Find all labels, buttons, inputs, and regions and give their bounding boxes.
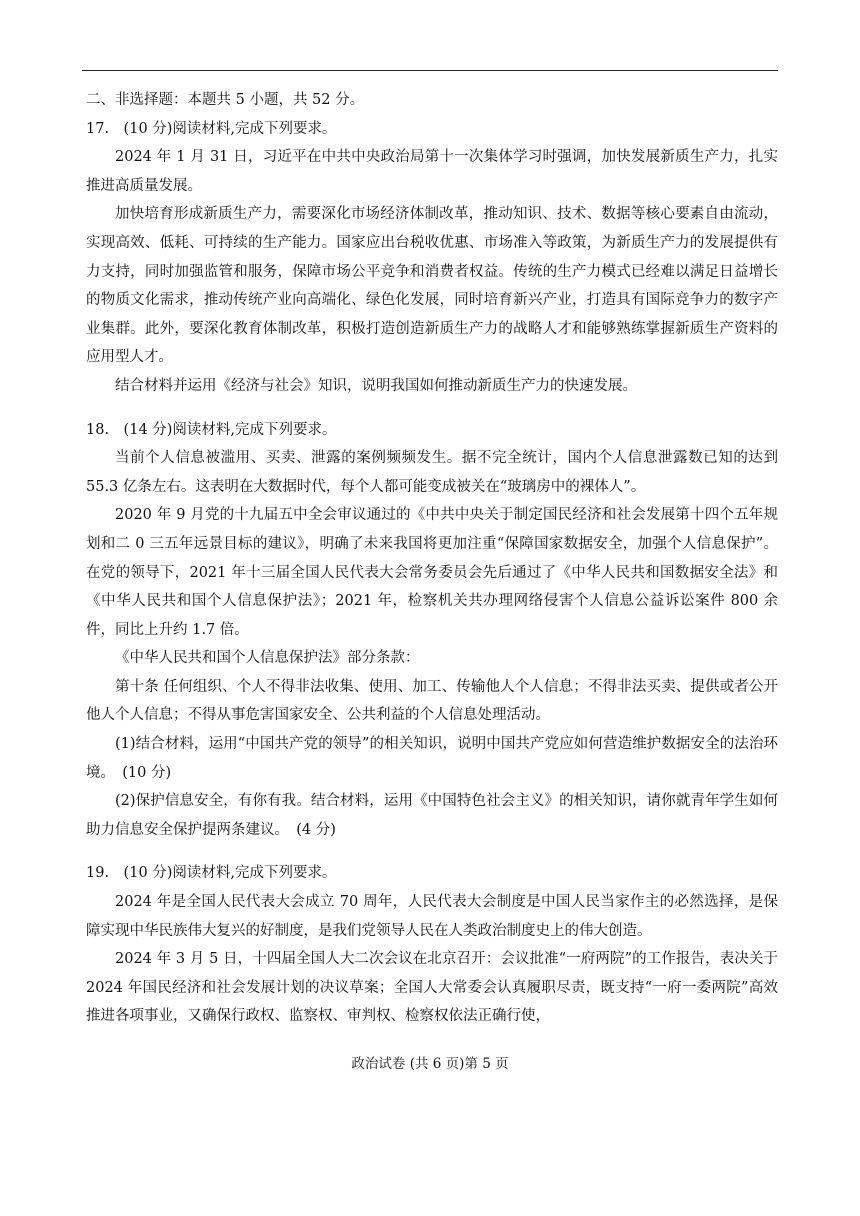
- q18-para-1: 当前个人信息被滥用、买卖、泄露的案例频频发生。据不完全统计，国内个人信息泄露数已知的达到 55.3 亿条左右。这表明在大数据时代，每个人都可能变成被关在“玻璃房中的裸体人”。: [86, 450, 778, 495]
- page-footer: 政治试卷 (共 6 页)第 5 页: [351, 1056, 509, 1072]
- q17-title: 17. (10 分)阅读材料,完成下列要求。: [86, 120, 337, 137]
- q18-subquestion-2: (2)保护信息安全，有你有我。结合材料，运用《中国特色社会主义》的相关知识，请你就青年学生如何助力信息安全保护提两条建议。 (4 分): [86, 793, 778, 838]
- header-rule: [82, 70, 778, 71]
- q18-title: 18. (14 分)阅读材料,完成下列要求。: [86, 421, 337, 438]
- q19-para-1: 2024 年是全国人民代表大会成立 70 周年，人民代表大会制度是中国人民当家作主的必然选择，是保障实现中华民族伟大复兴的好制度，是我们党领导人民在人类政治制度史上的伟大创造。: [86, 894, 778, 939]
- question-17: [86, 115, 778, 401]
- section-header: 二、非选择题：本题共 5 小题，共 52 分。: [86, 92, 365, 108]
- q17-para-2: 加快培育形成新质生产力，需要深化市场经济体制改革，推动知识、技术、数据等核心要素自由流动，实现高效、低耗、可持续的生产能力。国家应出台税收优惠、市场准入等政策，为新质生产力的发展提供有力支持，同时加强监管和服务，保障市场公平竞争和消费者权益。传统的生产力模式已经难以满足日益增长的物质文化需求，推动传统产业向高端化、绿色化发展，同时培育新兴产业，打造具有国际竞争力的数字产业集群。此外，要深化教育体制改革，积极打造创造新质生产力的战略人才和能够熟练掌握新质生产资料的应用型人才。: [86, 206, 778, 366]
- q18-para-2: 2020 年 9 月党的十九届五中全会审议通过的《中共中央关于制定国民经济和社会发展第十四个五年规划和二 0 三五年远景目标的建议》，明确了未来我国将更加注重“保障国家数据安全，加强个人信息保护”。在党的领导下，2021 年十三届全国人民代表大会常务委员会先后通过了《中华人民共和国数据安全法》和《中华人民共和国个人信息保护法》；2021 年，检察机关共办理网络侵害个人信息公益诉讼案件 800 余件，同比上升约 1.7 倍。: [86, 507, 778, 638]
- q19-para-2: 2024 年 3 月 5 日，十四届全国人大二次会议在北京召开：会议批准“一府两院”的工作报告，表决关于 2024 年国民经济和社会发展计划的决议草案；全国人大常委会认真履职尽责，既支持“一府一委两院”高效推进各项事业，又确保行政权、监察权、审判权、检察权依法正确行使，: [86, 951, 778, 1025]
- q17-para-1: 2024 年 1 月 31 日，习近平在中共中央政治局第十一次集体学习时强调，加快发展新质生产力，扎实推进高质量发展。: [86, 149, 778, 194]
- q18-law-intro: 《中华人民共和国个人信息保护法》部分条款：: [115, 650, 420, 667]
- question-18: [86, 416, 778, 845]
- question-19: [86, 859, 778, 1031]
- q18-law-article: 第十条 任何组织、个人不得非法收集、使用、加工、传输他人个人信息；不得非法买卖、提供或者公开他人个人信息；不得从事危害国家安全、公共利益的个人信息处理活动。: [86, 678, 778, 724]
- page-content: [86, 86, 778, 1031]
- q19-title: 19. (10 分)阅读材料,完成下列要求。: [86, 865, 337, 882]
- q17-question: 结合材料并运用《经济与社会》知识，说明我国如何推动新质生产力的快速发展。: [115, 377, 637, 394]
- q18-subquestion-1: (1)结合材料，运用“中国共产党的领导”的相关知识，说明中国共产党应如何营造维护数据安全的法治环境。 (10 分): [86, 736, 778, 781]
